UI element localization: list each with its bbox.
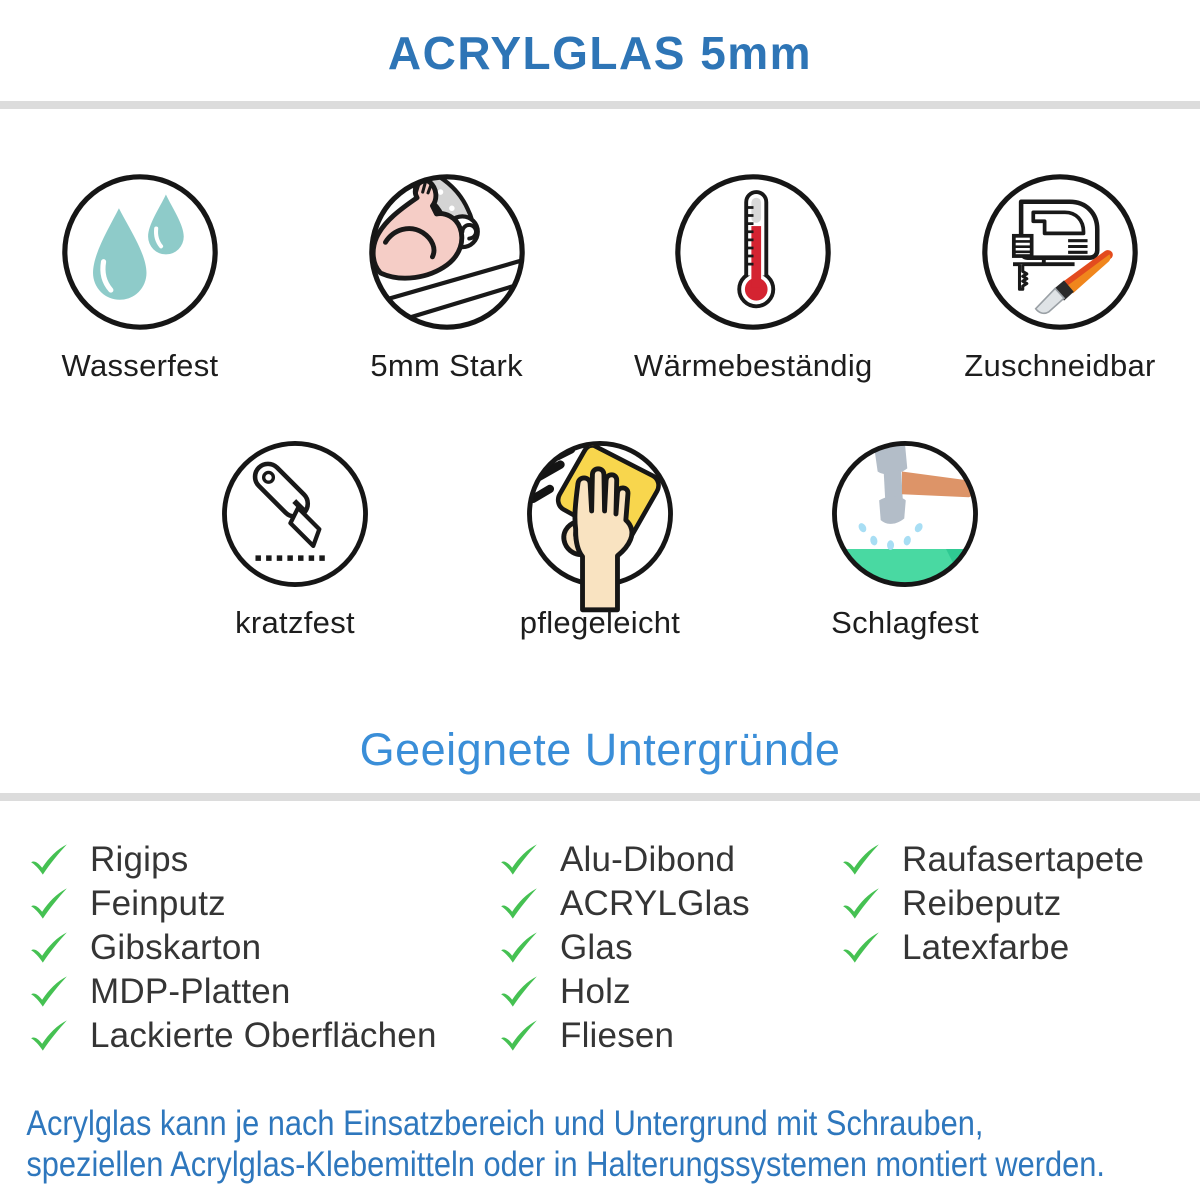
water-drops-icon <box>59 171 221 333</box>
feature-label: pflegeleicht <box>519 605 681 641</box>
list-item <box>28 973 498 1010</box>
list-item <box>28 929 498 966</box>
list-item <box>28 841 498 878</box>
feature-kratzfest <box>193 438 398 641</box>
feature-waermebestaendig <box>634 171 873 384</box>
feature-row-1 <box>0 171 1200 384</box>
surfaces-column-3 <box>840 841 1200 1061</box>
muscle-arm-icon <box>366 171 528 333</box>
list-item <box>28 1017 498 1054</box>
list-item-label: Alu-Dibond <box>560 839 736 879</box>
footer-line-1: Acrylglas kann je nach Einsatzbereich und Untergrund mit Schrauben, <box>26 1104 984 1144</box>
list-item <box>840 841 1200 878</box>
thermometer-icon <box>672 171 834 333</box>
feature-schlagfest <box>803 438 1008 641</box>
list-item-label: MDP-Platten <box>90 971 291 1011</box>
surfaces-column-1 <box>28 841 498 1061</box>
check-icon <box>498 931 540 964</box>
list-item-label: Glas <box>560 927 633 967</box>
feature-5mm-stark <box>337 171 557 384</box>
check-icon <box>28 887 70 920</box>
list-item-label: Raufasertapete <box>902 839 1145 879</box>
check-icon <box>28 931 70 964</box>
list-item-label: Feinputz <box>90 883 226 923</box>
list-item-label: Reibeputz <box>902 883 1062 923</box>
feature-zuschneidbar <box>950 171 1170 384</box>
list-item-label: Holz <box>560 971 631 1011</box>
footer-note <box>0 1103 1197 1185</box>
list-item <box>840 929 1200 966</box>
check-icon <box>498 1019 540 1052</box>
divider-middle <box>0 793 1200 801</box>
list-item <box>498 885 840 922</box>
feature-label: kratzfest <box>235 605 355 641</box>
list-item <box>498 1017 840 1054</box>
check-icon <box>840 887 882 920</box>
check-icon <box>28 1019 70 1052</box>
check-icon <box>28 975 70 1008</box>
check-icon <box>840 843 882 876</box>
utility-knife-icon <box>219 438 371 590</box>
check-icon <box>840 931 882 964</box>
feature-pflegeleicht <box>498 438 703 641</box>
list-item-label: ACRYLGlas <box>560 883 750 923</box>
feature-row-2 <box>0 438 1200 641</box>
list-item-label: Fliesen <box>560 1015 675 1055</box>
list-item-label: Latexfarbe <box>902 927 1070 967</box>
wiping-hand-icon <box>524 438 676 590</box>
list-item <box>840 885 1200 922</box>
divider-top <box>0 101 1200 109</box>
feature-label: Wärmebeständig <box>634 348 873 384</box>
list-item <box>498 841 840 878</box>
surfaces-list <box>0 841 1200 1061</box>
hammer-icon <box>829 438 981 590</box>
list-item-label: Rigips <box>90 839 189 879</box>
jigsaw-icon <box>979 171 1141 333</box>
list-item <box>28 885 498 922</box>
surfaces-column-2 <box>498 841 840 1061</box>
page-title: ACRYLGLAS 5mm <box>387 27 813 79</box>
feature-label: 5mm Stark <box>370 348 523 384</box>
list-item <box>498 973 840 1010</box>
section-heading-untergruende: Geeignete Untergründe <box>359 724 841 776</box>
check-icon <box>28 843 70 876</box>
footer-line-2: speziellen Acrylglas-Klebemitteln oder in Halterungssystemen montiert werden. <box>26 1145 1105 1185</box>
list-item <box>498 929 840 966</box>
feature-wasserfest <box>30 171 250 384</box>
feature-label: Wasserfest <box>61 348 219 384</box>
check-icon <box>498 887 540 920</box>
list-item-label: Gibskarton <box>90 927 262 967</box>
list-item-label: Lackierte Oberflächen <box>90 1015 437 1055</box>
feature-label: Zuschneidbar <box>964 348 1156 384</box>
feature-label: Schlagfest <box>831 605 979 641</box>
check-icon <box>498 975 540 1008</box>
check-icon <box>498 843 540 876</box>
